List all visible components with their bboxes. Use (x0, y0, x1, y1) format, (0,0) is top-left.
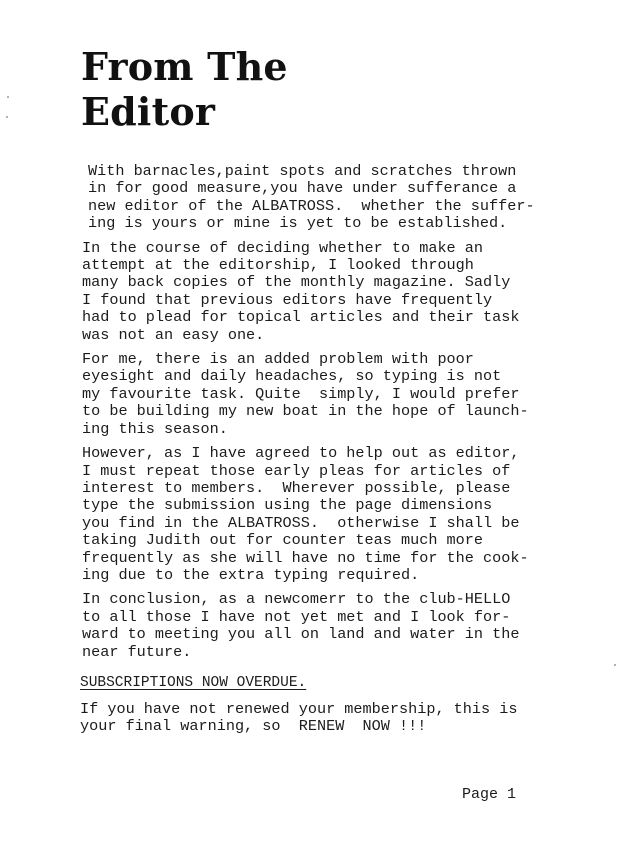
text-line: new editor of the ALBATROSS. whether the suffer- (88, 196, 535, 215)
paragraph-3 (82, 351, 572, 438)
subscriptions-heading: SUBSCRIPTIONS NOW OVERDUE. (80, 675, 307, 691)
text-line: was not an easy one. (82, 325, 265, 344)
scan-speck (6, 116, 8, 118)
page-number: Page 1 (462, 786, 517, 803)
text-line: taking Judith out for counter teas much more (82, 531, 484, 550)
text-line: near future. (82, 642, 192, 661)
text-line: many back copies of the monthly magazine. Sadly (82, 273, 511, 292)
scan-speck (7, 96, 9, 98)
editorial-body (82, 163, 572, 668)
title-line-2: Editor (81, 89, 216, 134)
text-line: ing due to the extra typing required. (82, 565, 420, 584)
text-line: In conclusion, as a newcomerr to the club-HELLO (82, 590, 511, 609)
text-line: type the submission using the page dimensions (82, 496, 493, 515)
text-line: to be building my new boat in the hope of launch- (82, 402, 529, 421)
text-line: my favourite task. Quite simply, I would prefer (82, 384, 520, 403)
paragraph-1 (88, 163, 572, 233)
text-line: attempt at the editorship, I looked through (82, 256, 474, 275)
text-line: you find in the ALBATROSS. otherwise I shall be (82, 513, 520, 532)
paragraph-2 (82, 240, 572, 344)
subscriptions-notice (80, 701, 517, 736)
text-line: ing this season. (82, 419, 228, 438)
text-line: to all those I have not yet met and I look for- (82, 607, 511, 626)
page-title (81, 44, 288, 134)
text-line: interest to members. Wherever possible, please (82, 478, 511, 497)
text-line: frequently as she will have no time for the cook- (82, 548, 529, 567)
text-line: ing is yours or mine is yet to be established. (88, 214, 508, 233)
text-line: However, as I have agreed to help out as editor, (82, 444, 520, 463)
text-line: I must repeat those early pleas for articles of (82, 461, 511, 480)
text-line: ward to meeting you all on land and water in the (82, 625, 520, 644)
text-line: your final warning, so RENEW NOW !!! (80, 717, 427, 736)
scan-speck (614, 664, 616, 666)
paragraph-5 (82, 591, 572, 661)
text-line: eyesight and daily headaches, so typing is not (82, 367, 502, 386)
paragraph-4 (82, 445, 572, 584)
text-line: in for good measure,you have under sufferance a (88, 179, 517, 198)
text-line: For me, there is an added problem with poor (82, 350, 474, 369)
text-line: I found that previous editors have frequently (82, 290, 493, 309)
text-line: With barnacles,paint spots and scratches thrown (88, 162, 517, 180)
text-line: In the course of deciding whether to make an (82, 238, 484, 257)
text-line: If you have not renewed your membership, this is (80, 700, 518, 718)
title-line-1: From The (81, 44, 288, 89)
text-line: had to plead for topical articles and their task (82, 308, 520, 327)
